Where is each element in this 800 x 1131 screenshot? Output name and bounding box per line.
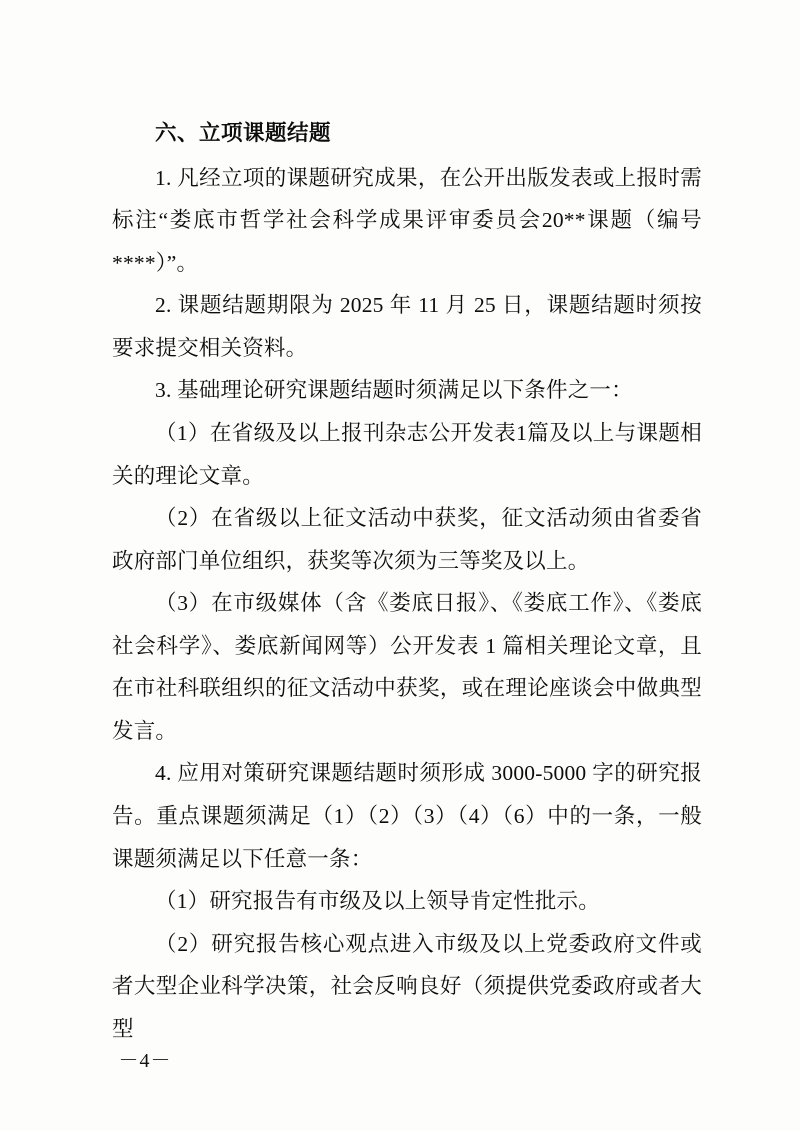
paragraph-3-item-2: （2）在省级以上征文活动中获奖，征文活动须由省委省政府部门单位组织，获奖等次须为三等奖及以上。 (112, 506, 702, 573)
page-number-value: －4－ (118, 1050, 172, 1072)
section-heading: 六、立项课题结题 (155, 121, 332, 145)
paragraph-3: 3. 基础理论研究课题结题时须满足以下条件之一： (155, 378, 633, 403)
paragraph-4-item-1: （1）研究报告有市级及以上领导肯定性批示。 (155, 889, 600, 914)
paragraph-4-item-2: （2）研究报告核心观点进入市级及以上党委政府文件或者大型企业科学决策，社会反响良好（须提供党委政府或者大型 (112, 931, 702, 1041)
paragraph-3-item-1: （1）在省级及以上报刊杂志公开发表1篇及以上与课题相关的理论文章。 (112, 420, 702, 488)
paragraph-4: 4. 应用对策研究课题结题时须形成 3000-5000 字的研究报告。重点课题须满足（1）（2）（3）（4）（6）中的一条，一般课题须满足以下任意一条： (112, 761, 702, 871)
paragraph-3-item-3: （3）在市级媒体（含《娄底日报》、《娄底工作》、《娄底社会科学》、娄底新闻网等）公开发表 1 篇相关理论文章，且在市社科联组织的征文活动中获奖，或在理论座谈会中做典型发言。 (112, 591, 702, 743)
paragraph-2: 2. 课题结题期限为 2025 年 11 月 25 日，课题结题时须按要求提交相关资料。 (112, 293, 702, 360)
document-body (112, 112, 702, 1050)
paragraph-1: 1. 凡经立项的课题研究成果，在公开出版发表或上报时需标注“娄底市哲学社会科学成果评审委员会20**课题（编号****）”。 (112, 165, 702, 275)
page-number (0, 1044, 800, 1073)
